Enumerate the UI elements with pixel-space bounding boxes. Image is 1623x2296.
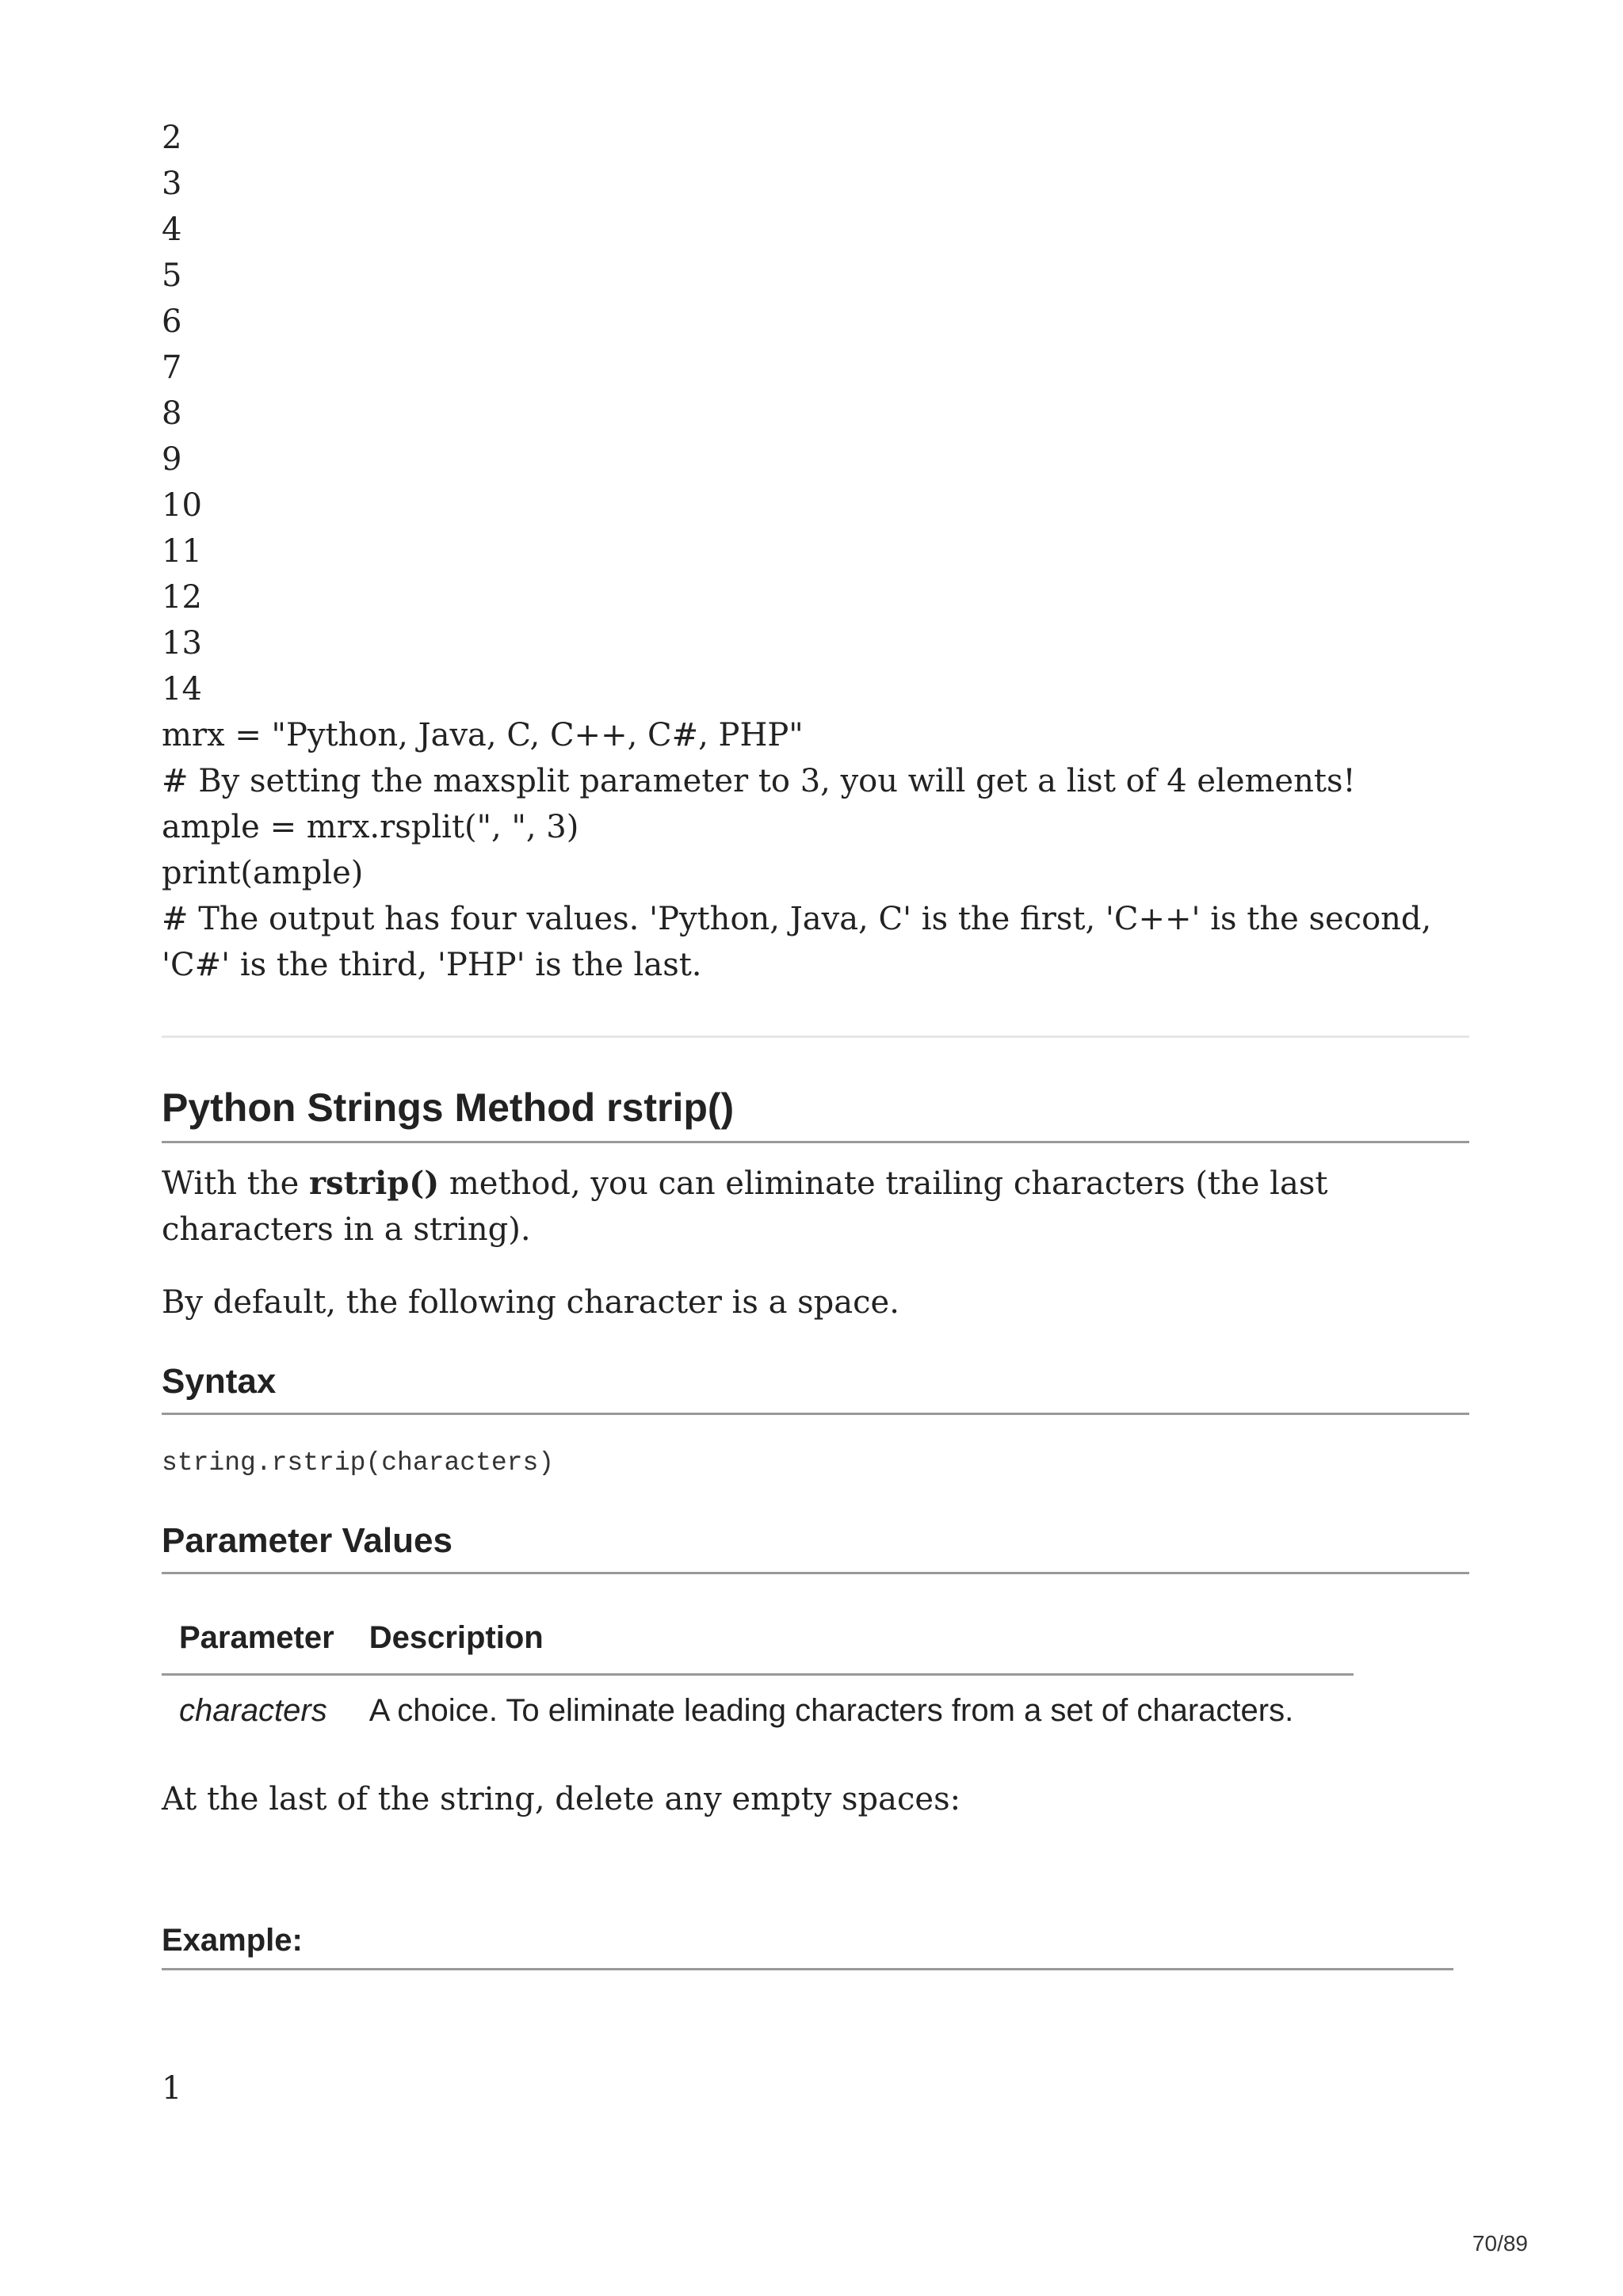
line-number: 8 <box>162 395 182 432</box>
parameter-values-heading: Parameter Values <box>162 1518 1469 1574</box>
code-line-numbers <box>162 115 1469 712</box>
line-number: 11 <box>162 533 202 570</box>
line-number: 6 <box>162 303 182 340</box>
syntax-heading: Syntax <box>162 1359 1469 1415</box>
example-heading: Example: <box>162 1919 1453 1970</box>
code-comment: # The output has four values. 'Python, Java, C' is the first, 'C++' is the second, 'C#' is the third, 'PHP' is the last. <box>162 901 1432 983</box>
page-number: 70/89 <box>1472 2231 1528 2256</box>
column-header-parameter: Parameter <box>162 1604 352 1675</box>
parameter-description: A choice. To eliminate leading characters from a set of characters. <box>369 1693 1294 1728</box>
line-number: 7 <box>162 349 182 386</box>
intro-prefix: With the <box>162 1165 309 1202</box>
intro-suffix: method, you can eliminate trailing characters (the last characters in a string). <box>162 1165 1328 1248</box>
example-line-number: 1 <box>162 2070 182 2107</box>
parameter-table <box>162 1604 1354 1745</box>
page-content <box>162 115 1469 2111</box>
line-number: 10 <box>162 487 202 524</box>
parameter-name: characters <box>179 1693 327 1728</box>
line-number: 12 <box>162 579 202 616</box>
syntax-code: string.rstrip(characters) <box>162 1448 555 1478</box>
method-name: rstrip() <box>308 1165 440 1202</box>
line-number: 13 <box>162 625 202 662</box>
line-number: 5 <box>162 257 182 294</box>
line-number: 14 <box>162 671 202 707</box>
code-block <box>162 712 1469 988</box>
section-divider <box>162 1035 1469 1038</box>
section-title: Python Strings Method rstrip() <box>162 1082 1469 1143</box>
table-header-row <box>162 1604 1354 1675</box>
line-number: 2 <box>162 120 182 156</box>
column-header-description: Description <box>352 1604 1354 1675</box>
after-table-text: At the last of the string, delete any empty spaces: <box>162 1781 961 1817</box>
line-number: 9 <box>162 441 182 478</box>
code-line: mrx = "Python, Java, C, C++, C#, PHP" <box>162 717 804 753</box>
line-number: 3 <box>162 166 182 202</box>
code-line: ample = mrx.rsplit(", ", 3) <box>162 809 579 845</box>
table-row <box>162 1675 1354 1745</box>
line-number: 4 <box>162 212 182 248</box>
code-line: # By setting the maxsplit parameter to 3, you will get a list of 4 elements! <box>162 763 1356 799</box>
intro-paragraph <box>162 1161 1469 1253</box>
default-note: By default, the following character is a space. <box>162 1284 899 1321</box>
code-line: print(ample) <box>162 855 364 891</box>
